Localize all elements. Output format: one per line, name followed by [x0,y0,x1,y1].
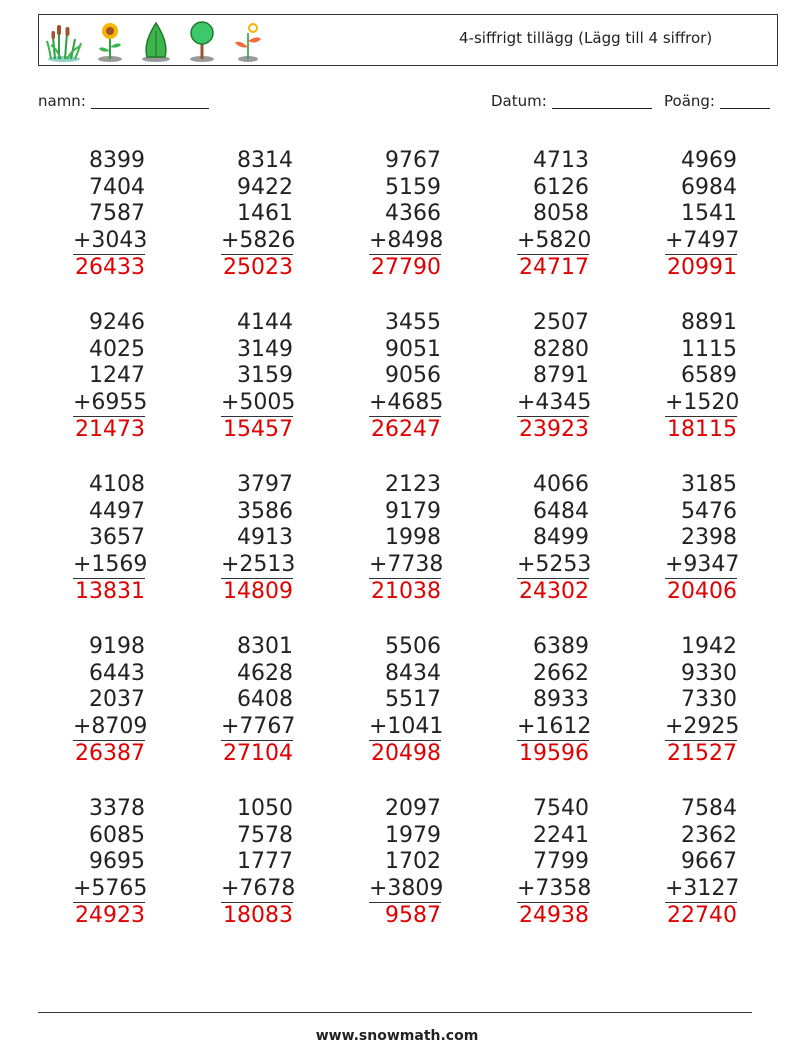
addend: 4628 [237,660,293,686]
addend: 4913 [237,525,293,551]
addend: 8891 [681,310,737,335]
date-blank[interactable] [552,108,652,109]
addition-problem [479,148,592,282]
last-addend: +5005 [221,390,293,418]
answer: 24302 [519,579,589,605]
answer: 9587 [385,903,441,929]
last-addend: +5820 [517,228,589,256]
last-addend: +2925 [665,714,737,742]
addition-problem [627,148,740,282]
last-addend: +5253 [517,552,589,580]
addend: 4144 [237,310,293,335]
addition-problem [35,310,148,444]
addend: 1247 [89,363,145,389]
addend: 2037 [89,687,145,713]
answer: 21038 [371,579,441,605]
addend: 4366 [385,201,441,227]
last-addend: +3809 [369,876,441,904]
last-addend: +7767 [221,714,293,742]
answer: 15457 [223,417,293,443]
addend: 9246 [89,310,145,335]
name-field[interactable] [38,92,209,110]
plant-icons [45,19,267,63]
addend: 4713 [533,148,589,173]
addend: 9422 [237,174,293,200]
last-addend: +2513 [221,552,293,580]
addend: 1461 [237,201,293,227]
score-field[interactable] [664,92,770,110]
answer: 18083 [223,903,293,929]
addend: 7330 [681,687,737,713]
pine-tree-icon [137,19,175,63]
addend: 3185 [681,472,737,497]
last-addend: +1041 [369,714,441,742]
addend: 6085 [89,822,145,848]
addend: 7799 [533,849,589,875]
addend: 2241 [533,822,589,848]
answer: 22740 [667,903,737,929]
header-box [38,14,778,66]
score-label: Poäng: [664,92,715,110]
addend: 4025 [89,336,145,362]
last-addend: +4345 [517,390,589,418]
round-tree-icon [183,19,221,63]
addend: 3159 [237,363,293,389]
last-addend: +7497 [665,228,737,256]
addend: 8280 [533,336,589,362]
date-label: Datum: [491,92,547,110]
last-addend: +4685 [369,390,441,418]
last-addend: +7358 [517,876,589,904]
addend: 3657 [89,525,145,551]
addend: 2123 [385,472,441,497]
addend: 6984 [681,174,737,200]
answer: 19596 [519,741,589,767]
footer-site: www.snowmath.com [315,1028,479,1044]
addend: 1979 [385,822,441,848]
addend: 3378 [89,796,145,821]
addend: 8301 [237,634,293,659]
addition-problem [627,796,740,930]
addend: 9330 [681,660,737,686]
addition-problem [627,310,740,444]
addend: 3586 [237,498,293,524]
answer: 21473 [75,417,145,443]
addition-problem [627,472,740,606]
addition-problem [331,472,444,606]
answer: 27790 [371,255,441,281]
addend: 8499 [533,525,589,551]
addend: 6389 [533,634,589,659]
last-addend: +8709 [73,714,145,742]
answer: 20406 [667,579,737,605]
addend: 6589 [681,363,737,389]
addition-problem [35,472,148,606]
addend: 2097 [385,796,441,821]
answer: 21527 [667,741,737,767]
addition-problem [479,472,592,606]
addend: 5517 [385,687,441,713]
last-addend: +8498 [369,228,441,256]
addend: 5476 [681,498,737,524]
addend: 4108 [89,472,145,497]
addend: 9667 [681,849,737,875]
answer: 24938 [519,903,589,929]
addend: 4969 [681,148,737,173]
addend: 2398 [681,525,737,551]
name-label: namn: [38,92,86,110]
addend: 4066 [533,472,589,497]
addend: 7540 [533,796,589,821]
answer: 18115 [667,417,737,443]
addend: 3455 [385,310,441,335]
last-addend: +3127 [665,876,737,904]
addition-problem [183,634,296,768]
addend: 2662 [533,660,589,686]
addition-problem [183,472,296,606]
addend: 8933 [533,687,589,713]
answer: 13831 [75,579,145,605]
addition-problem [331,148,444,282]
name-blank[interactable] [91,108,209,109]
addend: 7587 [89,201,145,227]
last-addend: +7678 [221,876,293,904]
addend: 6126 [533,174,589,200]
addend: 9051 [385,336,441,362]
sunflower-icon [91,19,129,63]
score-blank[interactable] [720,108,770,109]
addend: 9056 [385,363,441,389]
addition-problem [35,796,148,930]
addend: 8399 [89,148,145,173]
last-addend: +3043 [73,228,145,256]
addend: 9198 [89,634,145,659]
addend: 7578 [237,822,293,848]
answer: 14809 [223,579,293,605]
addend: 5506 [385,634,441,659]
last-addend: +6955 [73,390,145,418]
addend: 8434 [385,660,441,686]
footer-divider [38,1012,752,1013]
addend: 3149 [237,336,293,362]
addend: 9767 [385,148,441,173]
addition-problem [183,310,296,444]
addition-problem [479,634,592,768]
addend: 9695 [89,849,145,875]
addend: 4497 [89,498,145,524]
answer: 27104 [223,741,293,767]
answer: 25023 [223,255,293,281]
answer: 26387 [75,741,145,767]
addend: 1998 [385,525,441,551]
addend: 5159 [385,174,441,200]
addition-problem [331,310,444,444]
addition-problem [183,148,296,282]
addend: 8058 [533,201,589,227]
addition-problem [627,634,740,768]
last-addend: +5765 [73,876,145,904]
addition-problem [183,796,296,930]
last-addend: +7738 [369,552,441,580]
last-addend: +9347 [665,552,737,580]
answer: 23923 [519,417,589,443]
addend: 9179 [385,498,441,524]
addend: 1541 [681,201,737,227]
addend: 3797 [237,472,293,497]
answer: 20991 [667,255,737,281]
addend: 8314 [237,148,293,173]
date-field[interactable] [491,92,652,110]
addend: 1050 [237,796,293,821]
addition-problem [331,634,444,768]
addition-problem [35,148,148,282]
addend: 2362 [681,822,737,848]
addend: 7404 [89,174,145,200]
addend: 8791 [533,363,589,389]
addend: 1942 [681,634,737,659]
last-addend: +5826 [221,228,293,256]
cattail-icon [45,19,83,63]
addend: 6408 [237,687,293,713]
answer: 24717 [519,255,589,281]
addition-problem [331,796,444,930]
last-addend: +1612 [517,714,589,742]
addend: 2507 [533,310,589,335]
addend: 1702 [385,849,441,875]
addend: 1115 [681,336,737,362]
addition-problem [479,310,592,444]
last-addend: +1569 [73,552,145,580]
addend: 7584 [681,796,737,821]
answer: 24923 [75,903,145,929]
answer: 20498 [371,741,441,767]
addition-problem [35,634,148,768]
addend: 6484 [533,498,589,524]
addend: 6443 [89,660,145,686]
addend: 1777 [237,849,293,875]
addition-problem [479,796,592,930]
last-addend: +1520 [665,390,737,418]
answer: 26247 [371,417,441,443]
answer: 26433 [75,255,145,281]
worksheet-title: 4-siffrigt tillägg (Lägg till 4 siffror) [459,29,713,47]
flower-sprout-icon [229,19,267,63]
